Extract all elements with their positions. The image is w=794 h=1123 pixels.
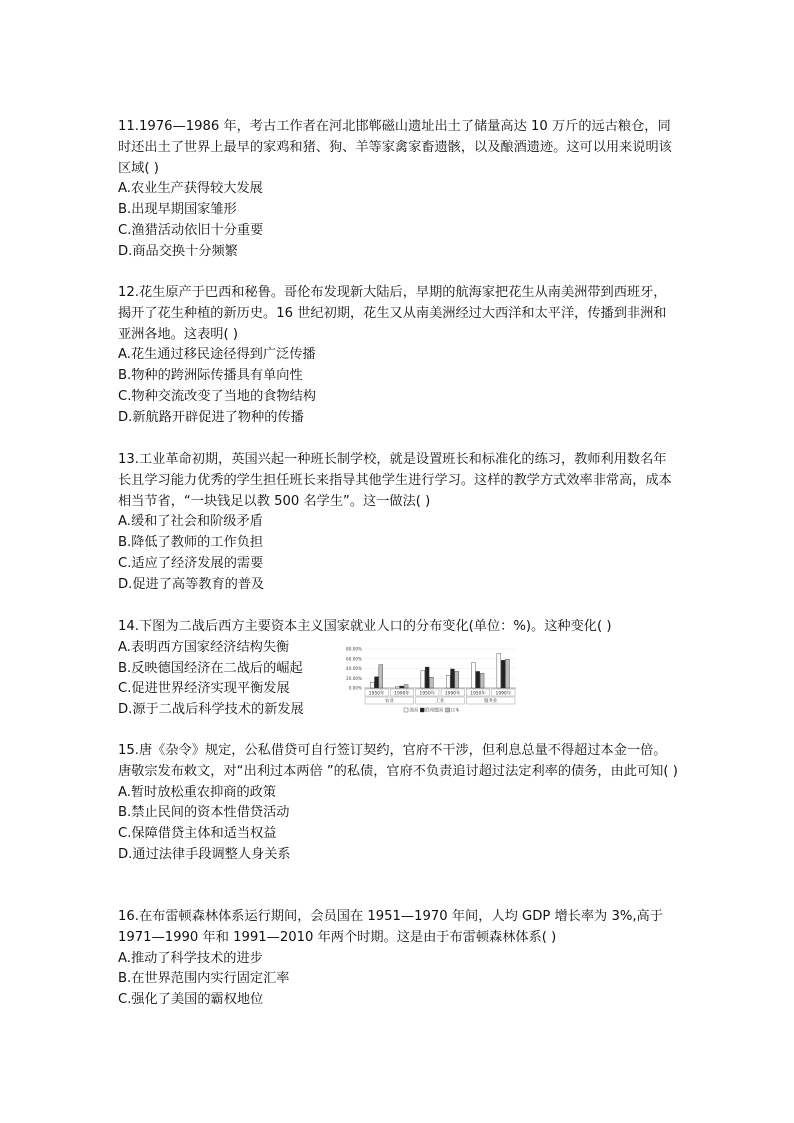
option-b: B.禁止民间的资本性借贷活动 xyxy=(118,805,290,821)
bar-联邦德国 xyxy=(425,667,429,688)
bar-日本 xyxy=(429,677,433,688)
option-d: D.促进了高等教育的普及 xyxy=(118,576,265,592)
bar-日本 xyxy=(505,659,509,688)
question-15 xyxy=(118,741,678,866)
question-12 xyxy=(118,283,678,429)
option-b: B.反映德国经济在二战后的崛起 xyxy=(118,660,303,676)
bar-美国 xyxy=(421,670,425,688)
option-c: C.保障借贷主体和适当权益 xyxy=(118,826,277,842)
option-b: B.在世界范围内实行固定汇率 xyxy=(118,971,290,987)
question-stem: 15.唐《杂令》规定，公私借贷可自行签订契约，官府不干涉，但利息总量不得超过本金一倍。唐敬宗发布敕文，对“出利过本两倍 ”的私债，官府不负责追讨超过法定利率的债务，由此可知( ) xyxy=(118,743,678,779)
option-d: D.新航路开辟促进了物种的传播 xyxy=(118,409,304,425)
x-tick-label: 1990年 xyxy=(444,691,461,697)
option-c: C.强化了美国的霸权地位 xyxy=(118,992,264,1008)
employment-bar-chart xyxy=(340,644,520,716)
x-tick-label: 1990年 xyxy=(394,691,410,697)
y-tick-label: 0.00% xyxy=(348,685,362,691)
x-tick-label: 1950年 xyxy=(368,691,385,697)
bar-美国 xyxy=(446,675,450,688)
option-d: D.商品交换十分频繁 xyxy=(118,243,238,259)
bar-日本 xyxy=(480,673,484,688)
option-b: B.物种的跨洲际传播具有单向性 xyxy=(118,368,303,384)
legend-swatch xyxy=(420,708,424,712)
question-13 xyxy=(118,450,678,596)
x-tick-label: 1990年 xyxy=(495,691,512,697)
question-16 xyxy=(118,907,678,1011)
option-d: D.通过法律手段调整人身关系 xyxy=(118,846,291,862)
option-a: A.暂时放松重农抑商的政策 xyxy=(118,784,277,800)
x-tick-label: 1950年 xyxy=(470,691,486,697)
option-a: A.缓和了社会和阶级矛盾 xyxy=(118,514,263,530)
question-11 xyxy=(118,117,678,263)
bar-日本 xyxy=(404,685,408,688)
bar-日本 xyxy=(455,671,459,688)
question-stem: 11.1976—1986 年，考古工作者在河北邯郸磁山遗址出土了储量高达 10 万斤的远古粮仓，同时还出土了世界上最早的家鸡和猪、狗、羊等家禽家畜遗骸，以及酿酒遗迹。这可以用来说明该区域( ) xyxy=(118,119,672,176)
y-tick-label: 20.00% xyxy=(346,675,362,681)
bar-美国 xyxy=(497,653,501,688)
legend-swatch xyxy=(446,708,450,712)
legend-label: 日本 xyxy=(450,708,460,714)
legend-label: 联邦德国 xyxy=(425,708,443,714)
bar-美国 xyxy=(472,663,476,688)
question-stem: 14.下图为二战后西方主要资本主义国家就业人口的分布变化(单位：%)。这种变化( ) xyxy=(118,619,612,634)
option-c: C.渔猎活动依旧十分重要 xyxy=(118,222,264,238)
group-label: 工业 xyxy=(435,699,445,705)
group-label: 农业 xyxy=(384,699,394,705)
options-list xyxy=(118,638,333,721)
option-a: A.推动了科学技术的进步 xyxy=(118,950,263,966)
y-tick-label: 60.00% xyxy=(346,656,362,662)
question-stem: 13.工业革命初期，英国兴起一种班长制学校，就是设置班长和标准化的练习，教师利用数名年长且学习能力优秀的学生担任班长来指导其他学生进行学习。这样的教学方式效率非常高，成本相当节省，“一块钱足以教 500 名学生”。这一做法( ) xyxy=(118,452,672,509)
option-c: C.物种交流改变了当地的食物结构 xyxy=(118,388,317,404)
legend-swatch xyxy=(404,708,408,712)
question-stem: 16.在布雷顿森林体系运行期间，会员国在 1951—1970 年间，人均 GDP 增长率为 3%,高于1971—1990 年和 1991—2010 年两个时期。这是由于布雷顿森林体系( ) xyxy=(118,909,663,945)
option-a: A.农业生产获得较大发展 xyxy=(118,181,263,197)
bar-联邦德国 xyxy=(451,669,455,688)
x-tick-label: 1950年 xyxy=(419,691,436,697)
bar-联邦德国 xyxy=(400,686,404,688)
option-d: D.源于二战后科学技术的新发展 xyxy=(118,702,304,718)
option-b: B.降低了教师的工作负担 xyxy=(118,535,264,551)
group-label: 服务业 xyxy=(484,699,498,705)
y-tick-label: 80.00% xyxy=(346,646,362,652)
option-a: A.表明西方国家经济结构失衡 xyxy=(118,639,290,655)
bar-美国 xyxy=(370,682,374,688)
option-b: B.出现早期国家雏形 xyxy=(118,202,237,218)
bar-联邦德国 xyxy=(476,671,480,688)
bar-美国 xyxy=(396,687,400,688)
bar-联邦德国 xyxy=(375,677,379,688)
legend-label: 美国 xyxy=(409,708,418,714)
bar-联邦德国 xyxy=(501,660,505,688)
question-stem: 12.花生原产于巴西和秘鲁。哥伦布发现新大陆后，早期的航海家把花生从南美洲带到西班牙，揭开了花生种植的新历史。16 世纪初期，花生又从南美洲经过大西洋和太平洋，传播到非洲和亚洲各地。这表明( ) xyxy=(118,285,667,342)
bar-日本 xyxy=(379,665,383,688)
y-tick-label: 40.00% xyxy=(346,666,362,672)
option-a: A.花生通过移民途径得到广泛传播 xyxy=(118,347,316,363)
option-c: C.适应了经济发展的需要 xyxy=(118,555,264,571)
option-c: C.促进世界经济实现平衡发展 xyxy=(118,681,290,697)
